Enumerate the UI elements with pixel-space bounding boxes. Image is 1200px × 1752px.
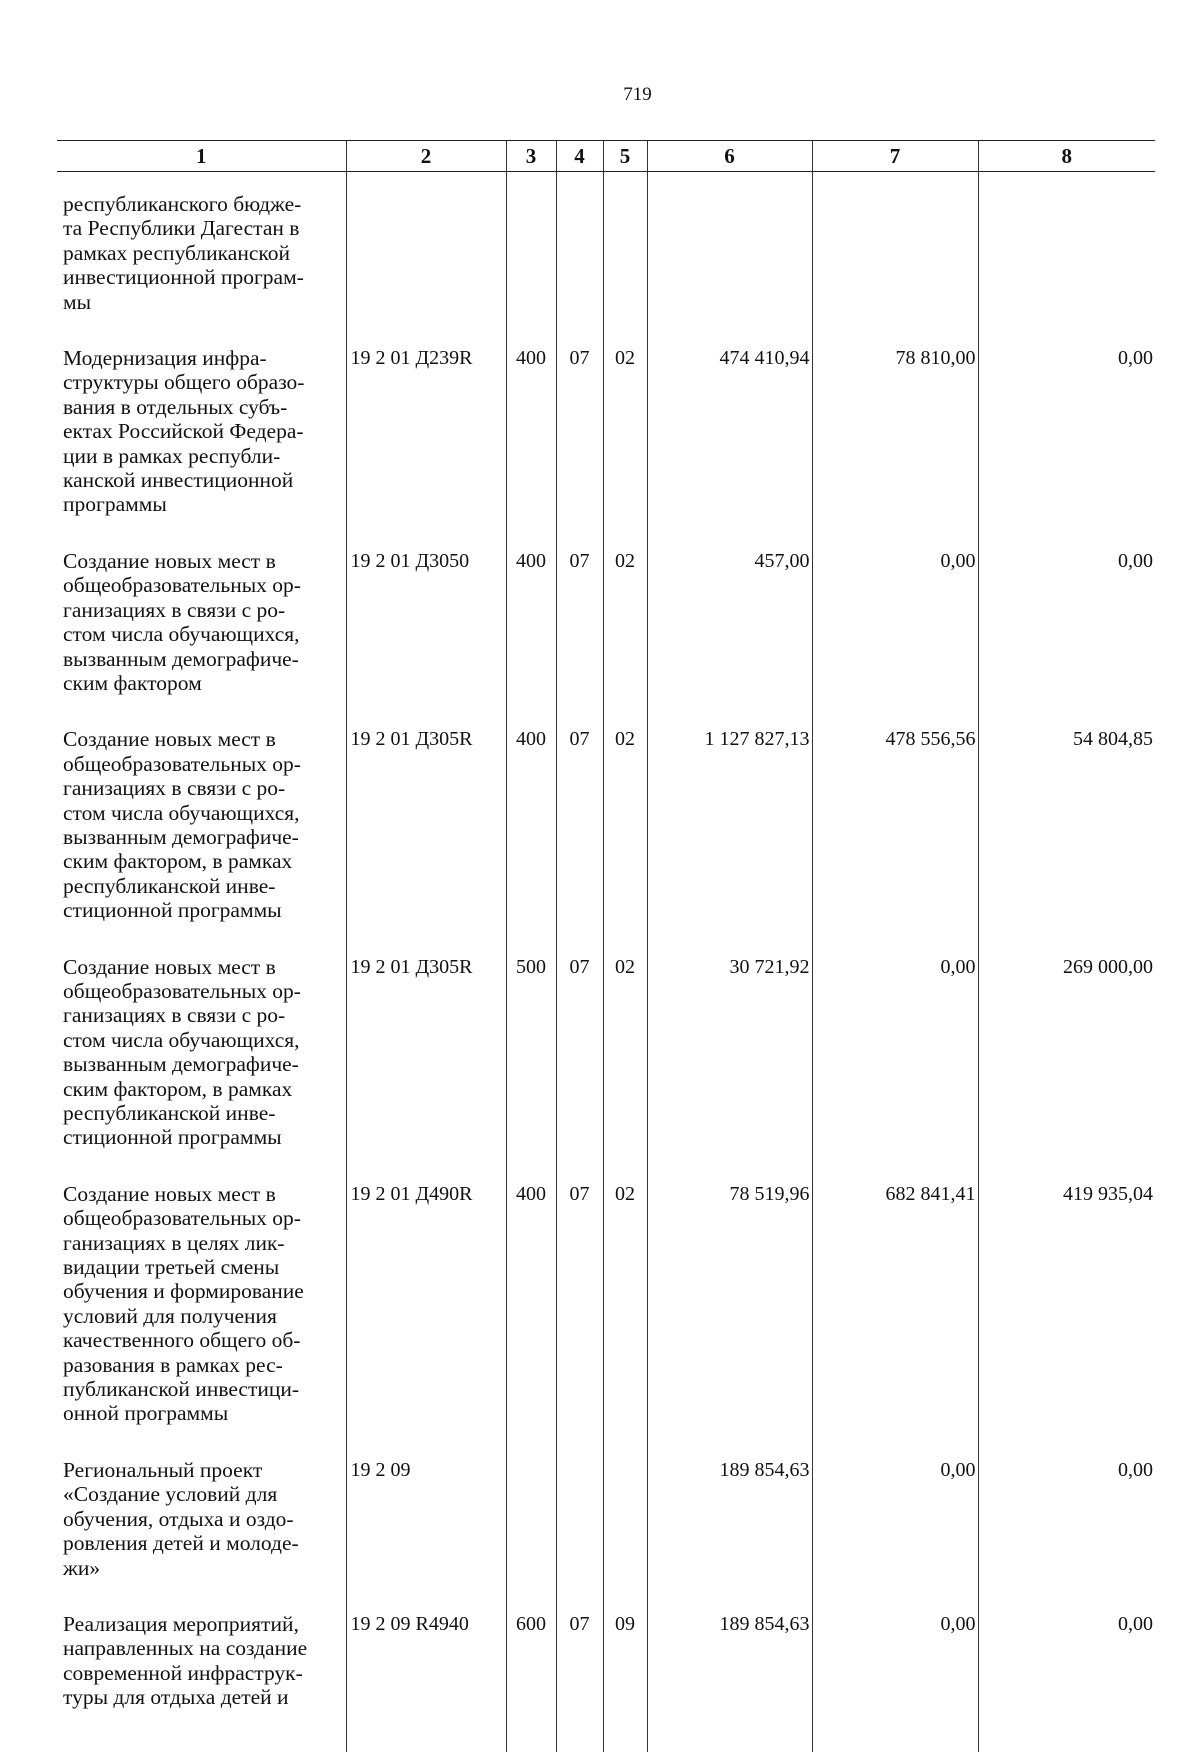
row-col4 [556, 1446, 603, 1600]
row-col5 [603, 1446, 647, 1600]
row-col6: 457,00 [647, 537, 812, 715]
column-header-6: 6 [647, 141, 812, 172]
row-col5 [603, 172, 647, 335]
row-description: республиканского бюдже- та Республики Дагестан в рамках республиканской инвестиционной програм- мы [63, 192, 304, 314]
page-number: 719 [623, 84, 652, 105]
row-col8 [978, 172, 1155, 335]
row-col5: 02 [603, 715, 647, 942]
column-header-8: 8 [978, 141, 1155, 172]
row-col4: 07 [556, 1170, 603, 1446]
row-code [346, 172, 506, 335]
row-col8: 0,00 [978, 334, 1155, 537]
row-col3: 500 [506, 943, 556, 1170]
row-col4: 07 [556, 715, 603, 942]
row-col7: 478 556,56 [812, 715, 978, 942]
row-col3: 400 [506, 1170, 556, 1446]
row-col8: 0,00 [978, 537, 1155, 715]
row-col7: 0,00 [812, 1600, 978, 1752]
row-col3: 600 [506, 1600, 556, 1752]
column-header-5: 5 [603, 141, 647, 172]
row-description: Создание новых мест в общеобразовательных ор- ганизациях в целях лик- видации третьей смены обучения и формирование условий для получения качественного общего об- разования в рамках рес- публиканской инвестици- онной программы [63, 1181, 304, 1426]
header-row [57, 141, 1155, 172]
row-col6: 189 854,63 [647, 1446, 812, 1600]
row-code: 19 2 01 Д490R [346, 1170, 506, 1446]
row-col4: 07 [556, 537, 603, 715]
row-col4 [556, 172, 603, 335]
row-col8: 0,00 [978, 1600, 1155, 1752]
table-row [57, 1446, 1155, 1600]
row-col6: 474 410,94 [647, 334, 812, 537]
row-col8: 269 000,00 [978, 943, 1155, 1170]
row-col3: 400 [506, 334, 556, 537]
row-col6 [647, 172, 812, 335]
row-description: Создание новых мест в общеобразовательных ор- ганизациях в связи с ро- стом числа обучающихся, вызванным демографиче- ским фактором [63, 548, 301, 695]
row-code: 19 2 09 [346, 1446, 506, 1600]
table-row [57, 537, 1155, 715]
row-col3 [506, 172, 556, 335]
row-col7: 0,00 [812, 1446, 978, 1600]
row-col3: 400 [506, 715, 556, 942]
row-description: Реализация мероприятий, направленных на создание современной инфраструк- туры для отдыха детей и [63, 1611, 308, 1710]
row-col4: 07 [556, 943, 603, 1170]
budget-table [57, 140, 1155, 1752]
table-row [57, 334, 1155, 537]
row-col8: 54 804,85 [978, 715, 1155, 942]
row-col5: 02 [603, 1170, 647, 1446]
row-description: Региональный проект «Создание условий для обучения, отдыха и оздо- ровления детей и молоде- жи» [63, 1457, 299, 1580]
column-header-4: 4 [556, 141, 603, 172]
row-col3 [506, 1446, 556, 1600]
row-col8: 0,00 [978, 1446, 1155, 1600]
row-col7: 0,00 [812, 537, 978, 715]
row-description: Модернизация инфра- структуры общего образо- вания в отдельных субъ- ектах Российской Федера- ции в рамках республи- канской инвестиционной программы [63, 346, 305, 517]
row-col8: 419 935,04 [978, 1170, 1155, 1446]
row-code: 19 2 01 Д3050 [346, 537, 506, 715]
table-row [57, 943, 1155, 1170]
table-row [57, 1170, 1155, 1446]
row-col6: 78 519,96 [647, 1170, 812, 1446]
row-col3: 400 [506, 537, 556, 715]
row-col7 [812, 172, 978, 335]
row-code: 19 2 01 Д305R [346, 943, 506, 1170]
row-col7: 682 841,41 [812, 1170, 978, 1446]
row-code: 19 2 01 Д305R [346, 715, 506, 942]
row-col4: 07 [556, 1600, 603, 1752]
table-row [57, 172, 1155, 335]
row-col6: 1 127 827,13 [647, 715, 812, 942]
row-col5: 09 [603, 1600, 647, 1752]
row-col7: 0,00 [812, 943, 978, 1170]
column-header-7: 7 [812, 141, 978, 172]
row-col5: 02 [603, 943, 647, 1170]
row-col6: 189 854,63 [647, 1600, 812, 1752]
row-description: Создание новых мест в общеобразовательных ор- ганизациях в связи с ро- стом числа обучающихся, вызванным демографиче- ским фактором, в рамках республиканской инве- стиционной программы [63, 954, 301, 1150]
table-row [57, 715, 1155, 942]
column-header-1: 1 [57, 141, 346, 172]
row-code: 19 2 01 Д239R [346, 334, 506, 537]
row-col5: 02 [603, 334, 647, 537]
budget-table-container [57, 140, 1155, 1752]
table-row [57, 1600, 1155, 1752]
row-description: Создание новых мест в общеобразовательных ор- ганизациях в связи с ро- стом числа обучающихся, вызванным демографиче- ским фактором, в рамках республиканской инве- стиционной программы [63, 727, 301, 923]
row-col5: 02 [603, 537, 647, 715]
row-code: 19 2 09 R4940 [346, 1600, 506, 1752]
row-col4: 07 [556, 334, 603, 537]
row-col7: 78 810,00 [812, 334, 978, 537]
row-col6: 30 721,92 [647, 943, 812, 1170]
column-header-3: 3 [506, 141, 556, 172]
column-header-2: 2 [346, 141, 506, 172]
